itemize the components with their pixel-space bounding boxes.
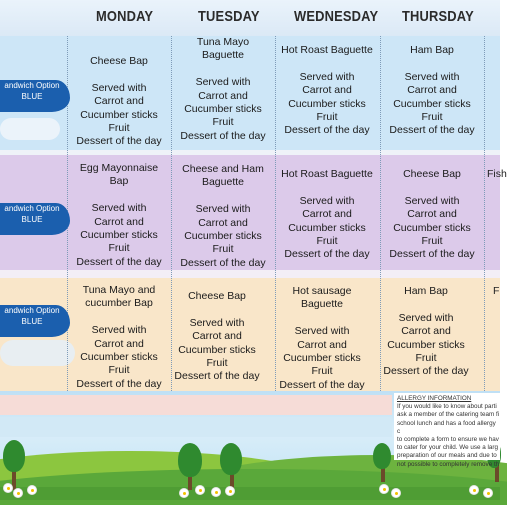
flower-icon bbox=[392, 489, 400, 497]
allergy-line: preparation of our meals and due to bbox=[397, 452, 497, 460]
tree-icon bbox=[373, 443, 391, 469]
flower-icon bbox=[212, 488, 220, 496]
sandwich-option-badge: andwich Option BLUE bbox=[0, 80, 70, 112]
sandwich-option-badge: andwich Option BLUE bbox=[0, 203, 70, 235]
day-tuesday: TUESDAY bbox=[198, 8, 260, 25]
tree-icon bbox=[3, 440, 25, 472]
flower-icon bbox=[180, 489, 188, 497]
menu-cell: Tuna Mayo Baguette Served with Carrot and Cucumber sticks Fruit Dessert of the day bbox=[180, 36, 266, 142]
menu-cell: Tuna Mayo and cucumber Bap Served with Carrot and Cucumber sticks Fruit Dessert of the day bbox=[76, 284, 162, 390]
menu-cell: Hot sausage Baguette Served with Carrot and Cucumber sticks Fruit Dessert of the day bbox=[279, 285, 365, 391]
flower-icon bbox=[196, 486, 204, 494]
allergy-line: to cater for your child. We use a larg bbox=[397, 444, 499, 452]
menu-cell-fragment: Fish bbox=[487, 168, 507, 180]
column-divider bbox=[484, 36, 485, 391]
flower-icon bbox=[4, 484, 12, 492]
band-separator bbox=[0, 270, 500, 278]
decorative-strip bbox=[0, 417, 392, 437]
flower-icon bbox=[484, 489, 492, 497]
flower-icon bbox=[380, 485, 388, 493]
day-thursday: THURSDAY bbox=[402, 8, 474, 25]
cloud-decoration bbox=[0, 118, 60, 140]
menu-cell: Cheese Bap Served with Carrot and Cucumber sticks Fruit Dessert of the day bbox=[174, 290, 260, 383]
menu-cell: Hot Roast Baguette Served with Carrot and Cucumber sticks Fruit Dessert of the day bbox=[281, 44, 373, 137]
allergy-line: If you would like to know about parti bbox=[397, 403, 497, 411]
allergy-line: not possible to completely remove th bbox=[397, 460, 500, 468]
header-row bbox=[0, 0, 500, 36]
sandwich-option-badge: andwich Option BLUE bbox=[0, 305, 70, 337]
menu-cell: Ham Bap Served with Carrot and Cucumber sticks Fruit Dessert of the day bbox=[389, 44, 475, 137]
menu-cell-fragment: F bbox=[493, 285, 500, 297]
tree-icon bbox=[220, 443, 242, 475]
menu-cell: Cheese Bap Served with Carrot and Cucumber sticks Fruit Dessert of the day bbox=[389, 168, 475, 261]
menu-cell: Egg Mayonnaise Bap Served with Carrot and Cucumber sticks Fruit Dessert of the day bbox=[76, 162, 162, 268]
allergy-line: to complete a form to ensure we hav bbox=[397, 436, 499, 444]
menu-cell: Ham Bap Served with Carrot and Cucumber sticks Fruit Dessert of the day bbox=[383, 285, 469, 378]
day-wednesday: WEDNESDAY bbox=[294, 8, 379, 25]
flower-icon bbox=[28, 486, 36, 494]
menu-cell: Cheese Bap Served with Carrot and Cucumber sticks Fruit Dessert of the day bbox=[76, 55, 162, 148]
allergy-line: school lunch and has a food allergy c bbox=[397, 419, 496, 435]
flower-icon bbox=[14, 489, 22, 497]
allergy-information-box bbox=[394, 393, 500, 468]
flower-icon bbox=[226, 487, 234, 495]
tree-icon bbox=[178, 443, 202, 477]
cloud-decoration bbox=[0, 340, 75, 366]
flower-icon bbox=[470, 486, 478, 494]
menu-cell: Hot Roast Baguette Served with Carrot and Cucumber sticks Fruit Dessert of the day bbox=[281, 168, 373, 261]
allergy-title: ALLERGY INFORMATION bbox=[397, 395, 472, 402]
menu-cell: Cheese and Ham Baguette Served with Carrot and Cucumber sticks Fruit Dessert of the day bbox=[180, 163, 266, 269]
day-monday: MONDAY bbox=[96, 8, 154, 25]
allergy-line: ask a member of the catering team fi bbox=[397, 411, 500, 419]
decorative-strip bbox=[0, 395, 392, 415]
